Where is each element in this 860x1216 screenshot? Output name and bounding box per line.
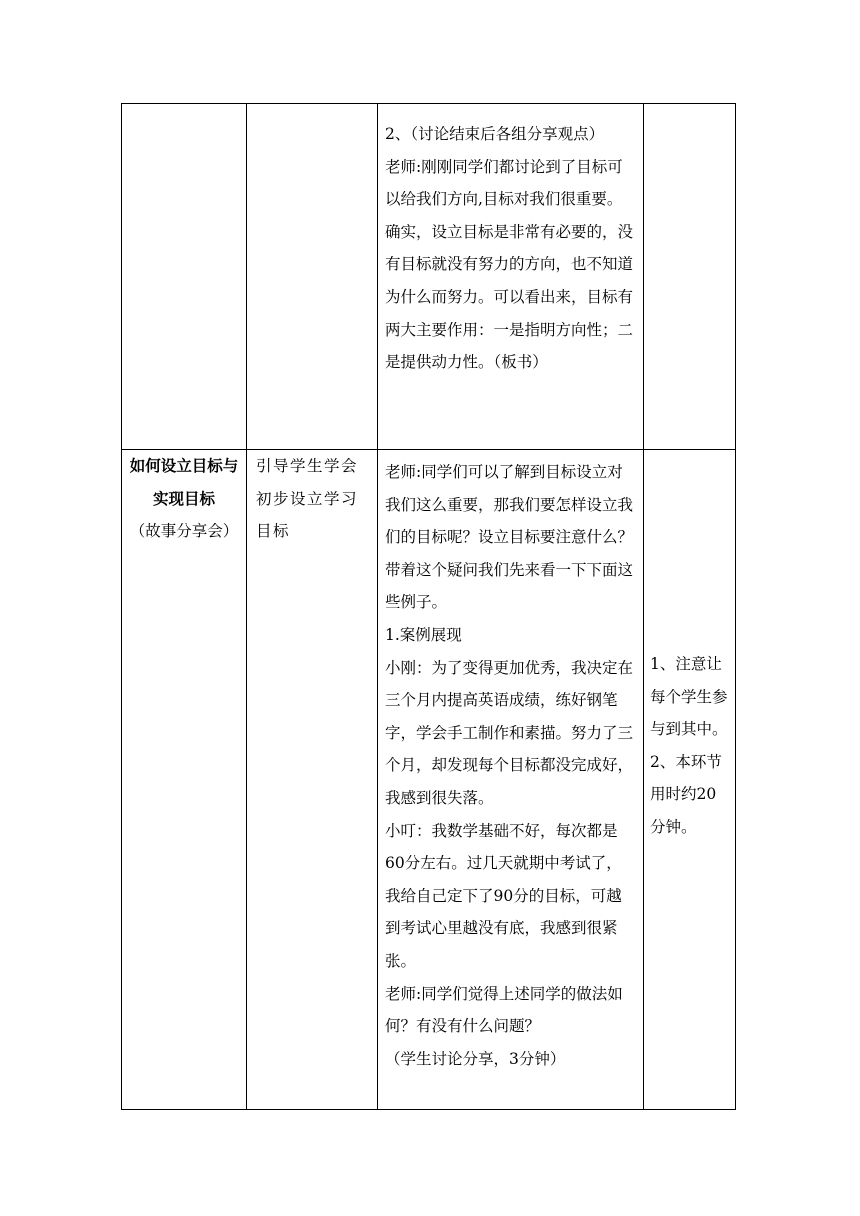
note-item: 2、本环节用时约20分钟。 bbox=[650, 752, 722, 836]
notes-cell bbox=[644, 104, 736, 450]
lesson-plan-table bbox=[121, 103, 736, 1110]
section-cell bbox=[122, 450, 247, 1110]
note-item: 1、注意让每个学生参与到其中。 bbox=[650, 655, 728, 739]
content-paragraph: 2、（讨论结束后各组分享观点） bbox=[385, 125, 605, 143]
goal-cell bbox=[247, 104, 378, 450]
goal-cell bbox=[247, 450, 378, 1110]
section-title: 如何设立目标与实现目标 bbox=[129, 457, 239, 508]
goal-text: 引导学生学会初步设立学习目标 bbox=[256, 457, 359, 541]
content-paragraph: 老师:同学们觉得上述同学的做法如何？有没有什么问题？ bbox=[385, 984, 623, 1036]
content-cell bbox=[378, 450, 644, 1110]
content-paragraph: 老师:刚刚同学们都讨论到了目标可以给我们方向,目标对我们很重要。确实，设立目标是非常有必要的，没有目标就没有努力的方向，也不知道为什么而努力。可以看出来，目标有两大主要作用：一是指明方向性；二是提供动力性。（板书） bbox=[385, 157, 634, 372]
content-paragraph: 小刚：为了变得更加优秀，我决定在三个月内提高英语成绩，练好钢笔字，学会手工制作和素描。努力了三个月，却发现每个目标都没完成好，我感到很失落。 bbox=[385, 658, 634, 807]
notes-cell bbox=[644, 450, 736, 1110]
section-cell bbox=[122, 104, 247, 450]
content-paragraph: 老师:同学们可以了解到目标设立对我们这么重要，那我们要怎样设立我们的目标呢？设立目标要注意什么？带着这个疑问我们先来看一下下面这些例子。 bbox=[385, 463, 634, 612]
content-cell bbox=[378, 104, 644, 450]
content-paragraph: 1.案例展现 bbox=[385, 625, 462, 644]
content-paragraph: 小叮：我数学基础不好，每次都是60分左右。过几天就期中考试了，我给自己定下了90分的目标，可越到考试心里越没有底，我感到很紧张。 bbox=[385, 821, 622, 970]
section-subtitle: （故事分享会） bbox=[129, 522, 239, 541]
table-row bbox=[122, 450, 736, 1110]
table-row bbox=[122, 104, 736, 450]
content-paragraph: （学生讨论分享，3分钟） bbox=[385, 1049, 566, 1068]
